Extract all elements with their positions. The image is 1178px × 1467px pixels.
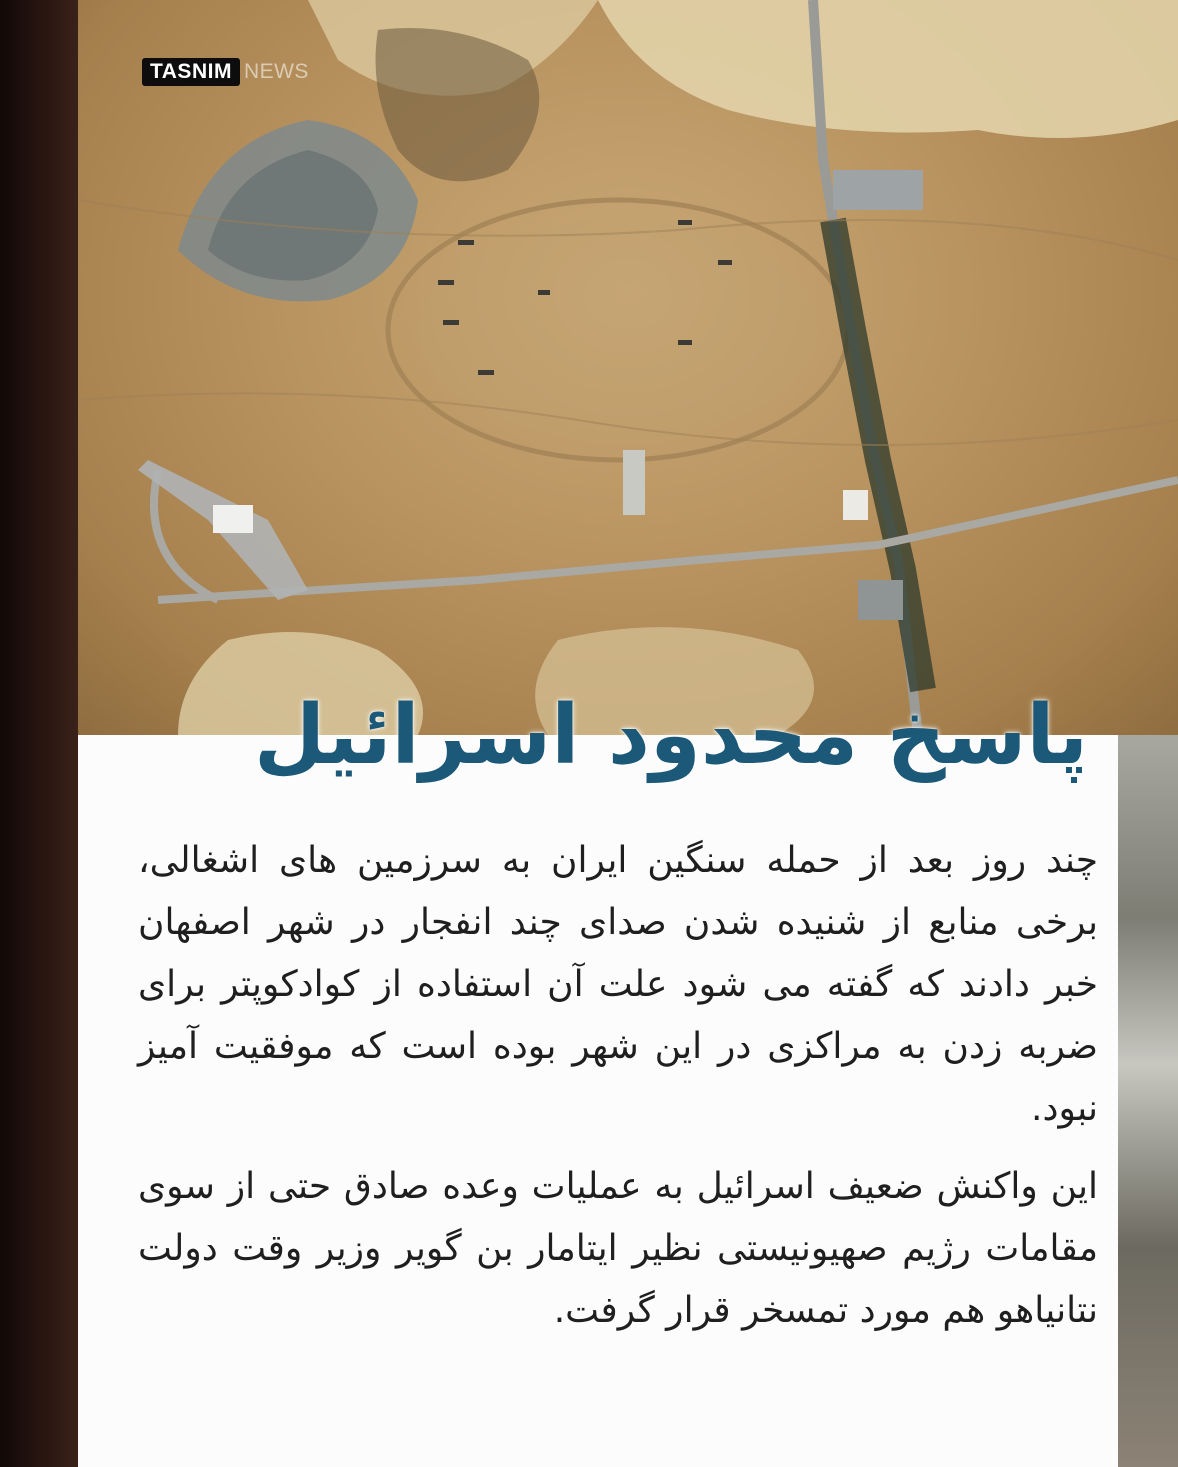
satellite-image-drawing	[78, 0, 1178, 735]
headline: پاسخ محدود اسرائیل	[253, 688, 1088, 783]
paragraph-2: این واکنش ضعیف اسرائیل به عملیات وعده صادق حتی از سوی مقامات رژیم صهیونیستی نظیر ایتامار بن گویر وزیر وقت دولت نتانیاهو هم مورد تمسخر قرار گرفت.	[138, 1166, 1098, 1331]
right-background-strip	[1118, 735, 1178, 1467]
article-body	[138, 830, 1098, 1358]
logo-brand: TASNIM	[142, 58, 240, 86]
paragraph-1: چند روز بعد از حمله سنگین ایران به سرزمین های اشغالی، برخی منابع از شنیده شدن صدای چند انفجار در شهر اصفهان خبر دادند که گفته می شود علت آن استفاده از کوادکوپتر برای ضربه زدن به مراکزی در این شهر بوده است که موفقیت آمیز نبود.	[138, 840, 1098, 1129]
satellite-image	[78, 0, 1178, 735]
left-background-strip	[0, 0, 78, 1467]
tasnim-logo	[142, 57, 309, 87]
logo-suffix: NEWS	[243, 60, 309, 83]
